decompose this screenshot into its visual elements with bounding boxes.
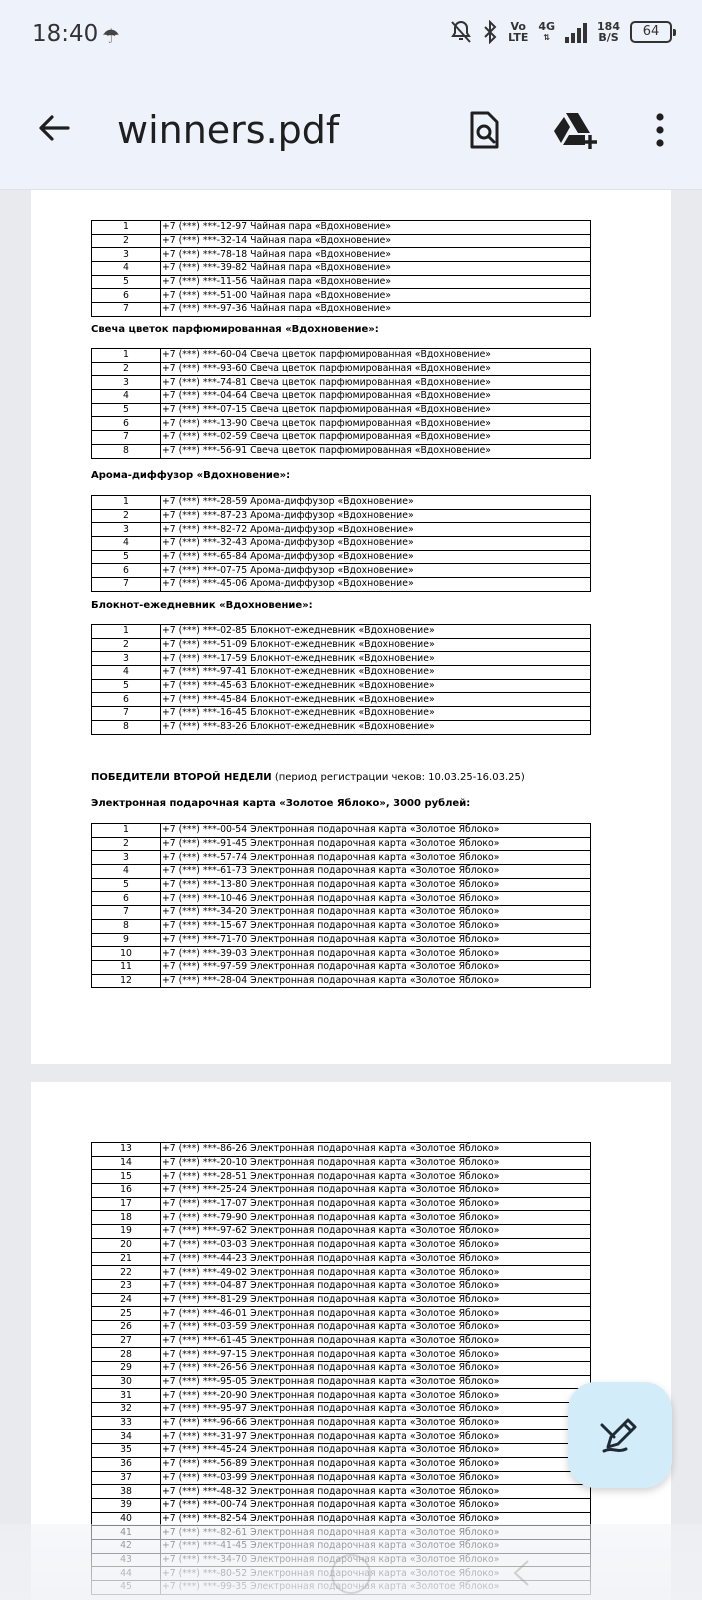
table-row [92,851,591,865]
winner-entry: +7 (***) ***-79-90 Электронная подарочная карта «Золотое Яблоко» [161,1211,591,1225]
document-title: winners.pdf [117,108,340,152]
status-bar [0,0,702,70]
winner-entry: +7 (***) ***-13-80 Электронная подарочная карта «Золотое Яблоко» [161,878,591,892]
battery-icon: 64 [630,21,672,43]
winner-entry: +7 (***) ***-03-59 Электронная подарочная карта «Золотое Яблоко» [161,1320,591,1334]
table-row [92,289,591,303]
status-time: 18:40 [32,21,99,47]
table-row [92,550,591,564]
volte-indicator: Vo LTE [508,20,529,44]
winner-entry: +7 (***) ***-20-90 Электронная подарочная карта «Золотое Яблоко» [161,1389,591,1403]
winner-entry: +7 (***) ***-04-87 Электронная подарочная карта «Золотое Яблоко» [161,1279,591,1293]
winner-entry: +7 (***) ***-97-59 Электронная подарочная карта «Золотое Яблоко» [161,960,591,974]
row-number: 17 [92,1197,161,1211]
row-number: 25 [92,1307,161,1321]
row-number: 7 [92,431,161,445]
winner-entry: +7 (***) ***-28-59 Арома-диффузор «Вдохновение» [161,496,591,510]
table-row [92,625,591,639]
winner-entry: +7 (***) ***-20-10 Электронная подарочная карта «Золотое Яблоко» [161,1156,591,1170]
table-row [92,720,591,734]
winner-entry: +7 (***) ***-34-20 Электронная подарочная карта «Золотое Яблоко» [161,906,591,920]
winner-entry: +7 (***) ***-25-24 Электронная подарочная карта «Золотое Яблоко» [161,1184,591,1198]
row-number: 35 [92,1444,161,1458]
winner-entry: +7 (***) ***-13-90 Свеча цветок парфюмированная «Вдохновение» [161,417,591,431]
table-row [92,362,591,376]
table-row [92,666,591,680]
table-row [92,638,591,652]
winner-entry: +7 (***) ***-03-03 Электронная подарочная карта «Золотое Яблоко» [161,1238,591,1252]
row-number: 7 [92,303,161,317]
row-number: 36 [92,1457,161,1471]
table-row [92,390,591,404]
table-row [92,892,591,906]
row-number: 6 [92,693,161,707]
more-vert-icon[interactable] [645,110,675,150]
home-button-icon[interactable] [331,1554,371,1594]
winner-entry: +7 (***) ***-56-91 Свеча цветок парфюмированная «Вдохновение» [161,444,591,458]
row-number: 15 [92,1170,161,1184]
table-row [92,919,591,933]
row-number: 2 [92,362,161,376]
winner-entry: +7 (***) ***-32-43 Арома-диффузор «Вдохновение» [161,537,591,551]
row-number: 37 [92,1471,161,1485]
row-number: 10 [92,947,161,961]
table-row [92,974,591,988]
row-number: 4 [92,262,161,276]
winner-entry: +7 (***) ***-28-04 Электронная подарочная карта «Золотое Яблоко» [161,974,591,988]
annotate-button[interactable] [568,1382,672,1488]
signal-bars-icon [565,21,587,43]
table-row [92,1252,591,1266]
table-row [92,248,591,262]
table-row [92,1184,591,1198]
table-row [92,496,591,510]
row-number: 3 [92,523,161,537]
table-row [92,564,591,578]
table-row [92,1348,591,1362]
table-row [92,1197,591,1211]
table-row [92,837,591,851]
table-row [92,1293,591,1307]
table-row [92,1444,591,1458]
winner-entry: +7 (***) ***-95-97 Электронная подарочная карта «Золотое Яблоко» [161,1403,591,1417]
row-number: 11 [92,960,161,974]
winner-entry: +7 (***) ***-02-59 Свеча цветок парфюмированная «Вдохновение» [161,431,591,445]
week2-heading: ПОБЕДИТЕЛИ ВТОРОЙ НЕДЕЛИ (период регистрации чеков: 10.03.25-16.03.25) [91,772,525,783]
row-number: 3 [92,248,161,262]
section-heading-giftcard: Электронная подарочная карта «Золотое Яблоко», 3000 рублей: [91,798,471,809]
winner-entry: +7 (***) ***-51-00 Чайная пара «Вдохновение» [161,289,591,303]
winner-entry: +7 (***) ***-39-03 Электронная подарочная карта «Золотое Яблоко» [161,947,591,961]
table-row [92,537,591,551]
row-number: 16 [92,1184,161,1198]
pdf-page-1[interactable] [31,190,671,1064]
winner-entry: +7 (***) ***-16-45 Блокнот-ежедневник «Вдохновение» [161,707,591,721]
table-row [92,1334,591,1348]
winner-entry: +7 (***) ***-00-74 Электронная подарочная карта «Золотое Яблоко» [161,1498,591,1512]
winner-entry: +7 (***) ***-61-45 Электронная подарочная карта «Золотое Яблоко» [161,1334,591,1348]
winner-entry: +7 (***) ***-60-04 Свеча цветок парфюмированная «Вдохновение» [161,349,591,363]
winner-entry: +7 (***) ***-31-97 Электронная подарочная карта «Золотое Яблоко» [161,1430,591,1444]
table-row [92,933,591,947]
row-number: 8 [92,444,161,458]
table-notebook [91,624,591,735]
row-number: 6 [92,289,161,303]
winner-entry: +7 (***) ***-82-54 Электронная подарочная карта «Золотое Яблоко» [161,1512,591,1526]
winner-entry: +7 (***) ***-12-97 Чайная пара «Вдохновение» [161,221,591,235]
row-number: 9 [92,933,161,947]
table-row [92,1320,591,1334]
table-row [92,652,591,666]
winner-entry: +7 (***) ***-71-70 Электронная подарочная карта «Золотое Яблоко» [161,933,591,947]
winner-entry: +7 (***) ***-17-59 Блокнот-ежедневник «Вдохновение» [161,652,591,666]
row-number: 8 [92,919,161,933]
winner-entry: +7 (***) ***-44-23 Электронная подарочная карта «Золотое Яблоко» [161,1252,591,1266]
table-row [92,1170,591,1184]
row-number: 39 [92,1498,161,1512]
row-number: 1 [92,349,161,363]
table-row [92,878,591,892]
row-number: 28 [92,1348,161,1362]
table-row [92,1143,591,1157]
row-number: 2 [92,234,161,248]
table-row [92,1238,591,1252]
winner-entry: +7 (***) ***-97-15 Электронная подарочная карта «Золотое Яблоко» [161,1348,591,1362]
row-number: 4 [92,666,161,680]
bell-off-icon [450,20,472,44]
table-tea-pair [91,220,591,317]
table-row [92,1498,591,1512]
table-giftcard [91,823,591,988]
winner-entry: +7 (***) ***-65-84 Арома-диффузор «Вдохновение» [161,550,591,564]
winner-entry: +7 (***) ***-03-99 Электронная подарочная карта «Золотое Яблоко» [161,1471,591,1485]
winner-entry: +7 (***) ***-61-73 Электронная подарочная карта «Золотое Яблоко» [161,865,591,879]
winner-entry: +7 (***) ***-78-18 Чайная пара «Вдохновение» [161,248,591,262]
row-number: 18 [92,1211,161,1225]
winner-entry: +7 (***) ***-82-72 Арома-диффузор «Вдохновение» [161,523,591,537]
winner-entry: +7 (***) ***-45-06 Арома-диффузор «Вдохновение» [161,578,591,592]
table-row [92,1403,591,1417]
table-row [92,431,591,445]
nav-back-icon[interactable] [510,1558,532,1588]
row-number: 3 [92,652,161,666]
row-number: 20 [92,1238,161,1252]
row-number: 27 [92,1334,161,1348]
table-row [92,262,591,276]
winner-entry: +7 (***) ***-26-56 Электронная подарочная карта «Золотое Яблоко» [161,1362,591,1376]
row-number: 26 [92,1320,161,1334]
row-number: 2 [92,837,161,851]
row-number: 1 [92,625,161,639]
winner-entry: +7 (***) ***-32-14 Чайная пара «Вдохновение» [161,234,591,248]
row-number: 5 [92,679,161,693]
table-row [92,906,591,920]
row-number: 6 [92,892,161,906]
winner-entry: +7 (***) ***-45-24 Электронная подарочная карта «Золотое Яблоко» [161,1444,591,1458]
section-heading-candle: Свеча цветок парфюмированная «Вдохновение»: [91,324,379,335]
winner-entry: +7 (***) ***-49-02 Электронная подарочная карта «Золотое Яблоко» [161,1266,591,1280]
winner-entry: +7 (***) ***-07-15 Свеча цветок парфюмированная «Вдохновение» [161,403,591,417]
row-number: 12 [92,974,161,988]
table-row [92,234,591,248]
winner-entry: +7 (***) ***-96-66 Электронная подарочная карта «Золотое Яблоко» [161,1416,591,1430]
annotate-pen-icon [598,1413,642,1457]
row-number: 7 [92,707,161,721]
row-number: 23 [92,1279,161,1293]
row-number: 38 [92,1485,161,1499]
winner-entry: +7 (***) ***-97-36 Чайная пара «Вдохновение» [161,303,591,317]
table-row [92,1471,591,1485]
arrow-back-icon[interactable] [34,108,74,148]
row-number: 1 [92,496,161,510]
row-number: 3 [92,851,161,865]
winner-entry: +7 (***) ***-91-45 Электронная подарочная карта «Золотое Яблоко» [161,837,591,851]
winner-entry: +7 (***) ***-81-29 Электронная подарочная карта «Золотое Яблоко» [161,1293,591,1307]
table-row [92,1362,591,1376]
table-row [92,221,591,235]
winner-entry: +7 (***) ***-45-84 Блокнот-ежедневник «Вдохновение» [161,693,591,707]
winner-entry: +7 (***) ***-15-67 Электронная подарочная карта «Золотое Яблоко» [161,919,591,933]
winner-entry: +7 (***) ***-11-56 Чайная пара «Вдохновение» [161,275,591,289]
row-number: 30 [92,1375,161,1389]
table-row [92,1307,591,1321]
row-number: 1 [92,824,161,838]
table-row [92,1156,591,1170]
table-row [92,376,591,390]
table-row [92,417,591,431]
row-number: 40 [92,1512,161,1526]
winner-entry: +7 (***) ***-48-32 Электронная подарочная карта «Золотое Яблоко» [161,1485,591,1499]
table-row [92,444,591,458]
winner-entry: +7 (***) ***-83-26 Блокнот-ежедневник «Вдохновение» [161,720,591,734]
table-row [92,1430,591,1444]
row-number: 6 [92,417,161,431]
find-in-page-icon[interactable] [464,110,504,150]
app-bar [0,70,702,190]
table-row [92,679,591,693]
winner-entry: +7 (***) ***-17-07 Электронная подарочная карта «Золотое Яблоко» [161,1197,591,1211]
row-number: 6 [92,564,161,578]
table-row [92,865,591,879]
row-number: 19 [92,1225,161,1239]
row-number: 21 [92,1252,161,1266]
table-row [92,523,591,537]
table-row [92,1485,591,1499]
winner-entry: +7 (***) ***-74-81 Свеча цветок парфюмированная «Вдохновение» [161,376,591,390]
row-number: 1 [92,221,161,235]
winner-entry: +7 (***) ***-93-60 Свеча цветок парфюмированная «Вдохновение» [161,362,591,376]
table-row [92,1211,591,1225]
row-number: 7 [92,578,161,592]
umbrella-icon: ☂ [102,26,120,48]
row-number: 31 [92,1389,161,1403]
row-number: 22 [92,1266,161,1280]
winner-entry: +7 (***) ***-56-89 Электронная подарочная карта «Золотое Яблоко» [161,1457,591,1471]
table-row [92,1416,591,1430]
table-row [92,578,591,592]
row-number: 4 [92,390,161,404]
table-row [92,403,591,417]
table-row [92,1457,591,1471]
winner-entry: +7 (***) ***-00-54 Электронная подарочная карта «Золотое Яблоко» [161,824,591,838]
table-row [92,1225,591,1239]
row-number: 3 [92,376,161,390]
winner-entry: +7 (***) ***-46-01 Электронная подарочная карта «Золотое Яблоко» [161,1307,591,1321]
table-diffuser [91,495,591,592]
winner-entry: +7 (***) ***-07-75 Арома-диффузор «Вдохновение» [161,564,591,578]
table-row [92,275,591,289]
table-candle [91,348,591,459]
table-row [92,1266,591,1280]
row-number: 7 [92,906,161,920]
section-heading-notebook: Блокнот-ежедневник «Вдохновение»: [91,600,313,611]
row-number: 8 [92,720,161,734]
table-row [92,707,591,721]
row-number: 32 [92,1403,161,1417]
table-row [92,1389,591,1403]
section-heading-diffuser: Арома-диффузор «Вдохновение»: [91,470,291,481]
row-number: 5 [92,550,161,564]
row-number: 13 [92,1143,161,1157]
table-row [92,509,591,523]
winner-entry: +7 (***) ***-51-09 Блокнот-ежедневник «Вдохновение» [161,638,591,652]
row-number: 24 [92,1293,161,1307]
winner-entry: +7 (***) ***-86-26 Электронная подарочная карта «Золотое Яблоко» [161,1143,591,1157]
winner-entry: +7 (***) ***-45-63 Блокнот-ежедневник «Вдохновение» [161,679,591,693]
winner-entry: +7 (***) ***-28-51 Электронная подарочная карта «Золотое Яблоко» [161,1170,591,1184]
table-row [92,693,591,707]
row-number: 5 [92,403,161,417]
row-number: 4 [92,537,161,551]
winner-entry: +7 (***) ***-57-74 Электронная подарочная карта «Золотое Яблоко» [161,851,591,865]
status-icons [450,20,672,44]
winner-entry: +7 (***) ***-97-41 Блокнот-ежедневник «Вдохновение» [161,666,591,680]
table-row [92,1375,591,1389]
winner-entry: +7 (***) ***-95-05 Электронная подарочная карта «Золотое Яблоко» [161,1375,591,1389]
winner-entry: +7 (***) ***-10-46 Электронная подарочная карта «Золотое Яблоко» [161,892,591,906]
table-row [92,947,591,961]
bluetooth-icon [482,20,498,44]
row-number: 29 [92,1362,161,1376]
winner-entry: +7 (***) ***-39-82 Чайная пара «Вдохновение» [161,262,591,276]
winner-entry: +7 (***) ***-04-64 Свеча цветок парфюмированная «Вдохновение» [161,390,591,404]
row-number: 33 [92,1416,161,1430]
row-number: 14 [92,1156,161,1170]
table-row [92,960,591,974]
row-number: 2 [92,638,161,652]
row-number: 34 [92,1430,161,1444]
row-number: 2 [92,509,161,523]
row-number: 5 [92,878,161,892]
network-type: 4G ⇅ [538,20,556,42]
winner-entry: +7 (***) ***-97-62 Электронная подарочная карта «Золотое Яблоко» [161,1225,591,1239]
add-to-drive-icon[interactable] [552,110,600,150]
table-row [92,349,591,363]
net-speed: 184 B/S [597,20,620,44]
table-row [92,1279,591,1293]
table-row [92,303,591,317]
winner-entry: +7 (***) ***-87-23 Арома-диффузор «Вдохновение» [161,509,591,523]
table-row [92,824,591,838]
pdf-page-2[interactable] [31,1082,671,1600]
winner-entry: +7 (***) ***-02-85 Блокнот-ежедневник «Вдохновение» [161,625,591,639]
row-number: 5 [92,275,161,289]
row-number: 4 [92,865,161,879]
